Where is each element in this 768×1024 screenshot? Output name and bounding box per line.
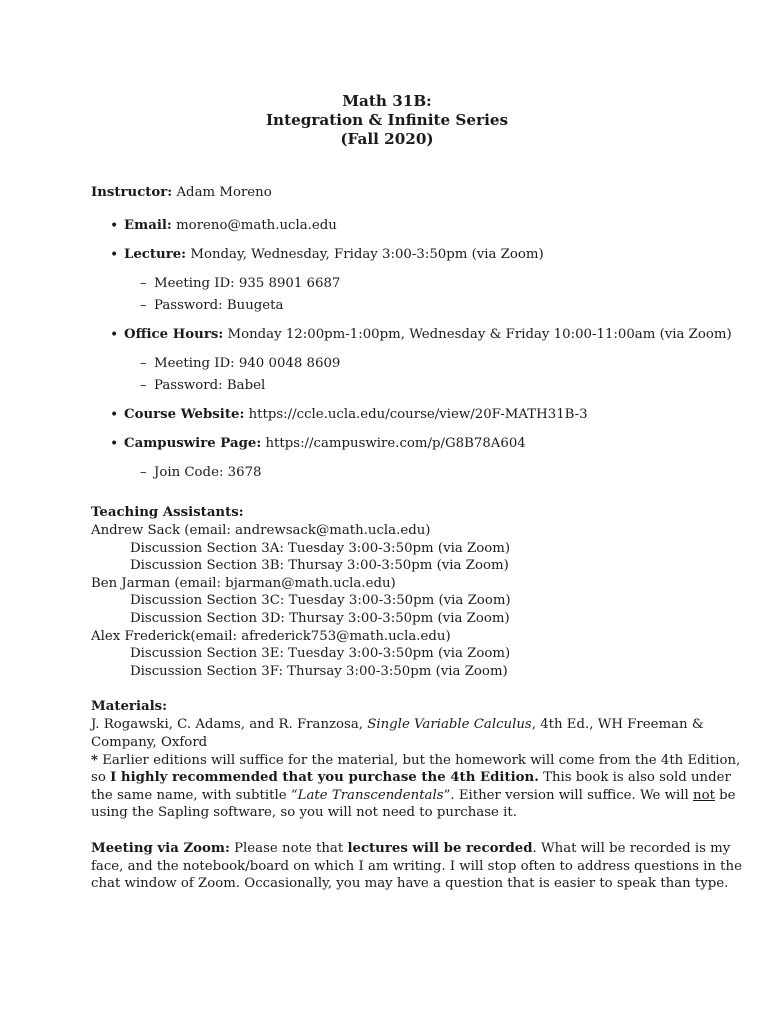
teaching-assistants-section <box>91 504 683 680</box>
materials-section <box>91 698 741 822</box>
course-title <box>91 92 683 149</box>
office-hours-label: Office Hours: <box>124 327 224 342</box>
discussion-section-line: Discussion Section 3B: Thursay 3:00-3:50pm (via Zoom) <box>130 558 509 574</box>
zoom-line-1a: Please note that <box>229 840 348 856</box>
book-edition: , 4th Ed., WH Freeman & <box>531 717 704 733</box>
zoom-heading: Meeting via Zoom: <box>91 840 230 856</box>
lecture-sublist <box>124 275 683 315</box>
note-recommendation: I highly recommended that you purchase the 4th Edition. <box>110 770 539 786</box>
zoom-recorded: lectures will be recorded <box>347 840 533 856</box>
course-website-label: Course Website: <box>124 407 245 422</box>
campuswire-link[interactable]: https://campuswire.com/p/G8B78A604 <box>265 436 526 451</box>
email-item <box>91 217 683 235</box>
note-not: not <box>693 787 715 803</box>
lecture-password: – Password: Buugeta <box>91 297 683 315</box>
email-label: Email: <box>124 218 172 233</box>
office-hours-item <box>91 326 732 395</box>
course-term: (Fall 2020) <box>340 130 434 148</box>
book-authors: J. Rogawski, C. Adams, and R. Franzosa, <box>91 717 368 733</box>
instructor-name: Adam Moreno <box>176 185 272 200</box>
teaching-assistants-heading: Teaching Assistants: <box>91 505 244 520</box>
lecture-meeting-id: – Meeting ID: 935 8901 6687 <box>91 275 683 293</box>
note-line-3a: the same name, with subtitle “ <box>91 787 298 803</box>
syllabus-page <box>91 92 742 893</box>
book-publisher: Company, Oxford <box>91 734 208 750</box>
zoom-text <box>91 840 742 893</box>
materials-text <box>91 716 741 822</box>
lecture-value: Monday, Wednesday, Friday 3:00-3:50pm (via Zoom) <box>190 247 544 262</box>
office-hours-value: Monday 12:00pm-1:00pm, Wednesday & Friday 10:00-11:00am (via Zoom) <box>227 327 732 342</box>
note-line-4: using the Sapling software, so you will not need to purchase it. <box>91 805 517 821</box>
zoom-line-2: face, and the notebook/board on which I am writing. I will stop often to address questions in the <box>91 858 742 874</box>
course-number: Math 31B: <box>342 92 432 110</box>
campuswire-join-code: – Join Code: 3678 <box>91 464 683 482</box>
note-line-3c: ”. Either version will suffice. We will <box>443 787 694 803</box>
email-value: moreno@math.ucla.edu <box>176 218 337 233</box>
course-subtitle: Integration & Infinite Series <box>265 111 509 129</box>
instructor-label: Instructor: <box>91 185 173 200</box>
office-hours-sublist <box>124 355 683 395</box>
note-line-2a: so <box>91 770 111 786</box>
ta-name-line: Alex Frederick(email: afrederick753@math.ucla.edu) <box>91 628 451 644</box>
zoom-section <box>91 840 742 893</box>
teaching-assistants-list <box>91 522 683 680</box>
discussion-section-line: Discussion Section 3C: Tuesday 3:00-3:50pm (via Zoom) <box>130 593 511 609</box>
ta-name-line: Andrew Sack (email: andrewsack@math.ucla.edu) <box>91 523 431 538</box>
course-website-item <box>91 406 683 424</box>
zoom-line-3: chat window of Zoom. Occasionally, you may have a question that is easier to speak than type. <box>91 876 729 892</box>
lecture-item <box>91 246 683 315</box>
note-subtitle: Late Transcendentals <box>297 787 444 803</box>
course-details-list <box>91 217 732 482</box>
discussion-section-line: Discussion Section 3F: Thursay 3:00-3:50pm (via Zoom) <box>130 663 508 679</box>
campuswire-label: Campuswire Page: <box>124 436 262 451</box>
book-title: Single Variable Calculus <box>367 717 532 733</box>
office-password: – Password: Babel <box>91 377 683 395</box>
campuswire-sublist <box>124 464 683 482</box>
note-star: * <box>91 752 98 768</box>
materials-heading: Materials: <box>91 699 168 715</box>
campuswire-item <box>91 435 683 482</box>
office-meeting-id: – Meeting ID: 940 0048 8609 <box>91 355 683 373</box>
discussion-section-line: Discussion Section 3E: Tuesday 3:00-3:50pm (via Zoom) <box>130 646 511 662</box>
note-line-2c: This book is also sold under <box>538 770 731 786</box>
note-line-3e: be <box>714 787 736 803</box>
course-website-link[interactable]: https://ccle.ucla.edu/course/view/20F-MATH31B-3 <box>248 407 588 422</box>
note-line-1: Earlier editions will suffice for the material, but the homework will come from the 4th Edition, <box>97 752 741 768</box>
zoom-line-1c: . What will be recorded is my <box>532 840 731 856</box>
discussion-section-line: Discussion Section 3D: Thursay 3:00-3:50pm (via Zoom) <box>130 610 510 626</box>
lecture-label: Lecture: <box>124 247 187 262</box>
ta-name-line: Ben Jarman (email: bjarman@math.ucla.edu) <box>91 575 396 591</box>
instructor-line <box>91 184 683 202</box>
discussion-section-line: Discussion Section 3A: Tuesday 3:00-3:50pm (via Zoom) <box>130 540 511 556</box>
